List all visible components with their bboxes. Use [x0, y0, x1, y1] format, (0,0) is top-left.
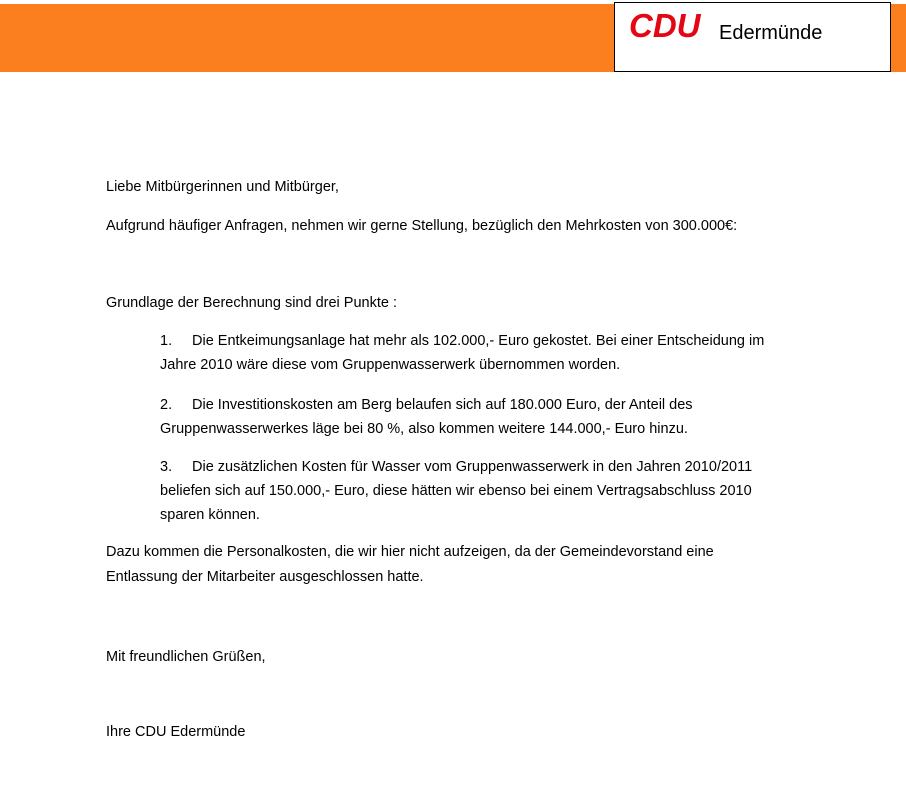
- basis-heading: Grundlage der Berechnung sind drei Punkte :: [106, 295, 397, 311]
- list-item-text: Gruppenwasserwerkes läge bei 80 %, also kommen weitere 144.000,- Euro hinzu.: [160, 421, 688, 437]
- list-item-text: beliefen sich auf 150.000,- Euro, diese hätten wir ebenso bei einem Vertragsabschluss 2010: [160, 483, 752, 499]
- list-item-text: Die zusätzlichen Kosten für Wasser vom Gruppenwasserwerk in den Jahren 2010/2011: [192, 459, 753, 475]
- list-item-text: Die Entkeimungsanlage hat mehr als 102.000,- Euro gekostet. Bei einer Entscheidung im: [192, 333, 765, 349]
- list-item-number: 1.: [160, 333, 173, 349]
- logo-place-name: Edermünde: [719, 22, 823, 44]
- personnel-paragraph-line: Dazu kommen die Personalkosten, die wir hier nicht aufzeigen, da der Gemeindevorstand eine: [106, 544, 714, 560]
- cdu-logo-text: CDU: [629, 7, 701, 44]
- personnel-paragraph-line: Entlassung der Mitarbeiter ausgeschlossen hatte.: [106, 569, 424, 585]
- logo-box: [614, 2, 891, 72]
- list-item-number: 2.: [160, 397, 173, 413]
- closing: Mit freundlichen Grüßen,: [106, 649, 266, 665]
- intro-paragraph: Aufgrund häufiger Anfragen, nehmen wir gerne Stellung, bezüglich den Mehrkosten von 300.000€:: [106, 218, 738, 234]
- list-item-text: sparen können.: [160, 507, 260, 523]
- list-item-number: 3.: [160, 459, 173, 475]
- signature: Ihre CDU Edermünde: [106, 724, 246, 740]
- list-item-text: Die Investitionskosten am Berg belaufen sich auf 180.000 Euro, der Anteil des: [192, 397, 693, 413]
- list-item-text: Jahre 2010 wäre diese vom Gruppenwasserwerk übernommen worden.: [160, 357, 621, 373]
- salutation: Liebe Mitbürgerinnen und Mitbürger,: [106, 179, 339, 195]
